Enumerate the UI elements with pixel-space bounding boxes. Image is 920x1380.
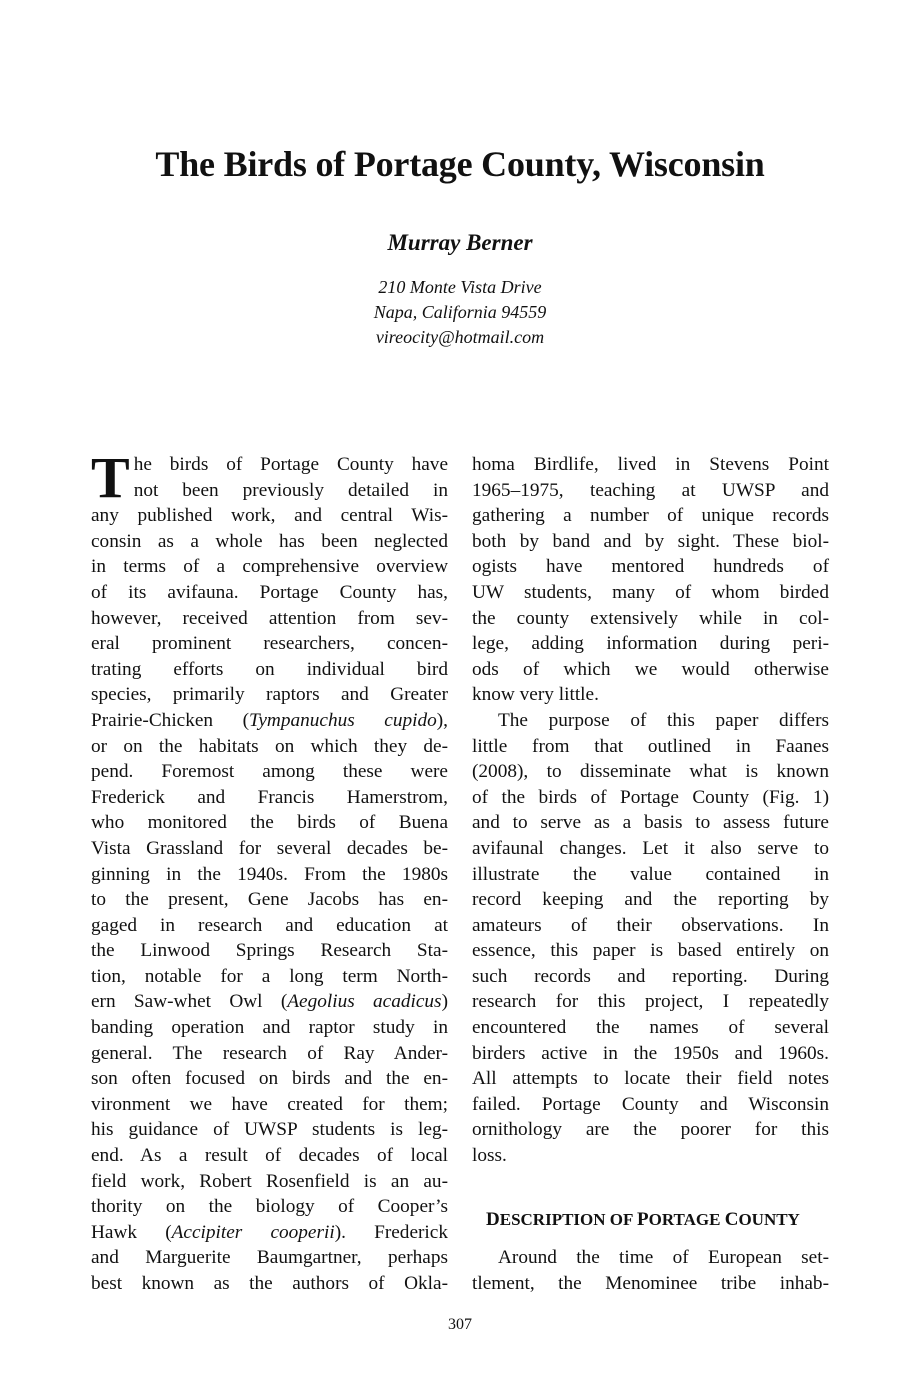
- text-line: tlement, the Menominee tribe inhab-: [472, 1272, 829, 1294]
- right-column: [472, 452, 829, 1296]
- text-line: 1965–1975, teaching at UWSP and: [472, 479, 829, 501]
- text-line: failed. Portage County and Wisconsin: [472, 1093, 829, 1115]
- text-line: ods of which we would otherwise: [472, 658, 829, 680]
- text-segment: ): [441, 991, 448, 1013]
- text-line: general. The research of Ray Ander-: [91, 1042, 448, 1064]
- text-line: and to serve as a basis to assess future: [472, 812, 829, 834]
- text-line: homa Birdlife, lived in Stevens Point: [472, 454, 829, 475]
- text-line: best known as the authors of Okla-: [91, 1273, 448, 1294]
- drop-cap: T: [91, 445, 130, 510]
- text-line: who monitored the birds of Buena: [91, 812, 448, 834]
- text-line: amateurs of their observations. In: [472, 914, 829, 936]
- text-line: encountered the names of several: [472, 1017, 829, 1039]
- text-line: [91, 989, 448, 1015]
- text-line: essence, this paper is based entirely on: [472, 940, 829, 962]
- text-line: All attempts to locate their field notes: [472, 1068, 829, 1090]
- text-line: [91, 1220, 448, 1246]
- text-line: research for this project, I repeatedly: [472, 991, 829, 1013]
- text-line: gathering a number of unique records: [472, 505, 829, 527]
- heading-initial: P: [637, 1209, 649, 1231]
- text-line: know very little.: [472, 684, 599, 706]
- text-line: trating efforts on individual bird: [91, 658, 448, 680]
- species-name: Aegolius acadicus: [287, 991, 442, 1013]
- text-line: he birds of Portage County have: [133, 454, 448, 475]
- text-line: avifaunal changes. Let it also serve to: [472, 837, 829, 859]
- text-line: of the birds of Portage County (Fig. 1): [472, 786, 829, 808]
- text-line: birders active in the 1950s and 1960s.: [472, 1042, 829, 1064]
- text-segment: ern Saw-whet Owl (: [91, 991, 288, 1013]
- text-line: or on the habitats on which they de-: [91, 735, 448, 757]
- text-line: any published work, and central Wis-: [91, 505, 448, 527]
- text-line: species, primarily raptors and Greater: [91, 684, 448, 706]
- text-line: [91, 708, 448, 734]
- text-line: UW students, many of whom birded: [472, 581, 829, 603]
- text-line: consin as a whole has been neglected: [91, 530, 448, 552]
- text-line: both by band and by sight. These biol-: [472, 530, 829, 552]
- text-segment: ). Frederick: [334, 1221, 448, 1243]
- text-line: to the present, Gene Jacobs has en-: [91, 889, 448, 911]
- text-line: banding operation and raptor study in: [91, 1017, 448, 1039]
- spacer: [472, 1169, 829, 1195]
- text-line: ogists have mentored hundreds of: [472, 556, 829, 578]
- text-line: and Marguerite Baumgartner, perhaps: [91, 1247, 448, 1269]
- text-line: vironment we have created for them;: [91, 1093, 448, 1115]
- text-line: gaged in research and education at: [91, 914, 448, 936]
- text-line: not been previously detailed in: [133, 479, 448, 501]
- text-line: record keeping and the reporting by: [472, 889, 829, 911]
- text-line: ginning in the 1940s. From the 1980s: [91, 863, 448, 885]
- text-line: in terms of a comprehensive overview: [91, 556, 448, 578]
- text-segment: Prairie-Chicken (: [91, 709, 250, 731]
- heading-text: ORTAGE: [648, 1210, 725, 1230]
- text-line: his guidance of UWSP students is leg-: [91, 1119, 448, 1141]
- text-line: such records and reporting. During: [472, 965, 829, 987]
- heading-initial: C: [724, 1209, 739, 1231]
- text-line: eral prominent researchers, concen-: [91, 633, 448, 655]
- text-line: thority on the biology of Cooper’s: [91, 1196, 448, 1218]
- text-line: ornithology are the poorer for this: [472, 1119, 829, 1141]
- text-line: field work, Robert Rosenfield is an au-: [91, 1170, 448, 1192]
- author-name: Murray Berner: [387, 230, 533, 255]
- text-line: however, received attention from sev-: [91, 607, 448, 629]
- heading-initial: D: [486, 1209, 500, 1231]
- text-line: the county extensively while in col-: [472, 607, 829, 629]
- text-line: of its avifauna. Portage County has,: [91, 581, 448, 603]
- text-line: the Linwood Springs Research Sta-: [91, 940, 448, 962]
- text-line: pend. Foremost among these were: [91, 761, 448, 783]
- author-email: vireocity@hotmail.com: [375, 327, 545, 347]
- species-name: Accipiter cooperii: [171, 1221, 335, 1243]
- page-number: 307: [448, 1316, 472, 1333]
- text-line: Vista Grassland for several decades be-: [91, 837, 448, 859]
- text-line: (2008), to disseminate what is known: [472, 761, 829, 783]
- species-name: Tympanuchus cupido: [249, 709, 437, 731]
- heading-text: ESCRIPTION OF: [499, 1210, 638, 1230]
- text-line: son often focused on birds and the en-: [91, 1068, 448, 1090]
- text-line: end. As a result of decades of local: [91, 1145, 448, 1167]
- left-column: [91, 445, 449, 1297]
- text-segment: ),: [436, 709, 449, 731]
- text-line: lege, adding information during peri-: [472, 633, 829, 655]
- text-line: The purpose of this paper differs: [498, 709, 829, 731]
- text-line: tion, notable for a long term North-: [91, 965, 448, 987]
- author-address-line2: Napa, California 94559: [373, 302, 547, 322]
- heading-text: OUNTY: [738, 1210, 800, 1230]
- text-segment: Hawk (: [91, 1221, 172, 1243]
- text-line: Around the time of European set-: [498, 1247, 829, 1269]
- author-address-line1: 210 Monte Vista Drive: [378, 277, 542, 297]
- text-line: illustrate the value contained in: [472, 863, 829, 885]
- section-heading: [472, 1194, 829, 1245]
- text-line: Frederick and Francis Hamerstrom,: [91, 786, 448, 808]
- page-title: The Birds of Portage County, Wisconsin: [155, 144, 765, 184]
- text-line: loss.: [472, 1145, 507, 1167]
- text-line: little from that outlined in Faanes: [472, 735, 829, 757]
